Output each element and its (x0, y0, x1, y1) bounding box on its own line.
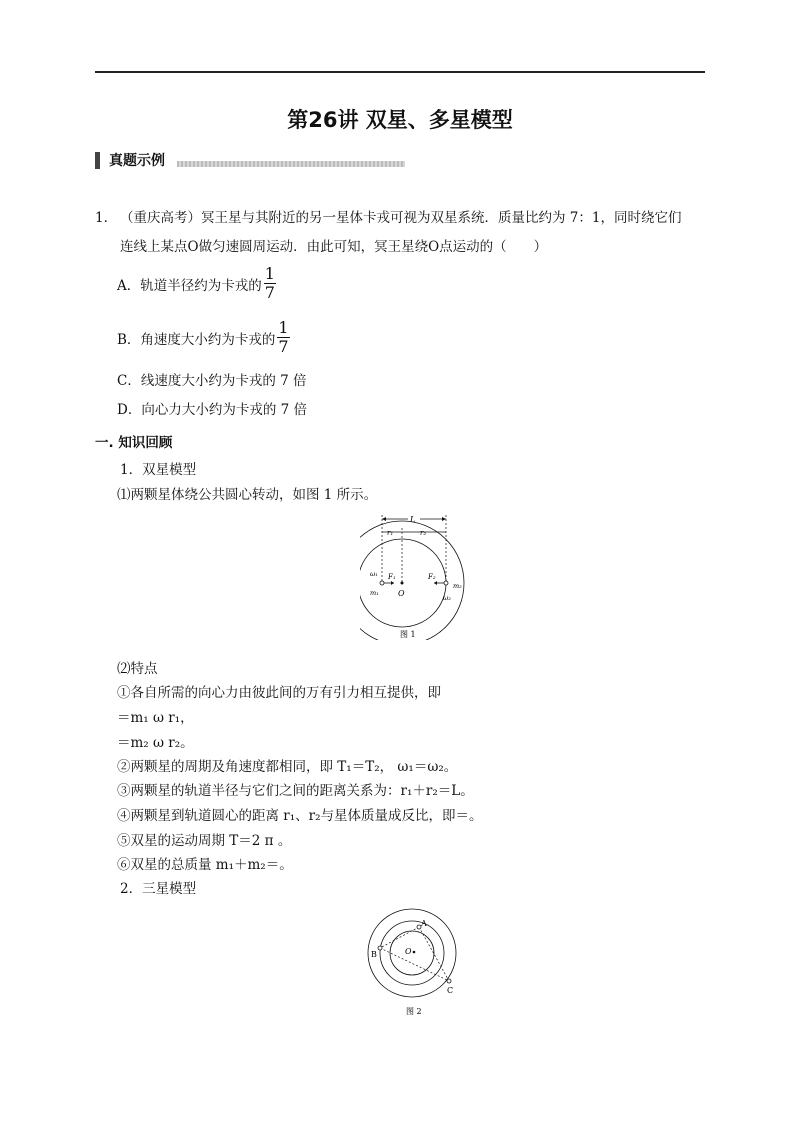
section-bar (95, 152, 100, 169)
option-b-fraction (277, 320, 289, 355)
label-omega2: ω₂ (443, 594, 451, 602)
option-d: D．向心力大小约为卡戎的 7 倍 (117, 402, 307, 418)
paragraph-fig1-intro: ⑴两颗星体绕公共圆心转动，如图 1 所示。 (117, 487, 378, 503)
page-title: 第26讲 双星、多星模型 (287, 108, 513, 132)
label-m1: m₁ (370, 589, 379, 597)
question-number: 1． (95, 210, 118, 226)
feature-item-4: ④两颗星到轨道圆心的距离 r₁、r₂与星体质量成反比，即＝。 (117, 808, 483, 824)
label-F1: F₁ (388, 573, 396, 581)
fraction-numerator: 1 (278, 318, 289, 337)
label-B: B (371, 950, 377, 959)
feature-item-6: ⑥双星的总质量 m₁＋m₂＝。 (117, 857, 293, 873)
subheading-triple-star: 2．三星模型 (120, 881, 197, 897)
option-a-fraction (264, 266, 276, 301)
label-omega1: ω₁ (370, 570, 378, 578)
subheading-binary-star: 1．双星模型 (120, 462, 197, 478)
feature-item-2: ②两颗星的周期及角速度都相同，即 T₁＝T₂， ω₁＝ω₂。 (117, 759, 458, 775)
feature-item-3: ③两颗星的轨道半径与它们之间的距离关系为：r₁＋r₂＝L。 (117, 783, 474, 799)
top-rule (95, 71, 705, 73)
section-heading-text: 真题示例 (109, 153, 165, 169)
section-underline (177, 161, 405, 167)
section-heading (95, 151, 405, 169)
label-F2: F₂ (428, 573, 436, 581)
label-C: C (447, 986, 454, 995)
label-A: A (421, 919, 427, 928)
figure-2-caption: 图 2 (406, 1007, 422, 1016)
paragraph-features: ⑵特点 (117, 661, 158, 677)
label-r2: r₂ (420, 529, 427, 537)
fraction-denominator: 7 (278, 337, 289, 356)
label-O: O (405, 947, 412, 956)
figure-2-triple-star (360, 905, 470, 1020)
label-O: O (398, 589, 405, 598)
label-L: L (410, 515, 416, 524)
question-line-1: （重庆高考）冥王星与其附近的另一星体卡戎可视为双星系统．质量比约为 7：1，同时绕它们 (120, 210, 682, 226)
figure-1-caption: 图 1 (400, 630, 416, 639)
option-a-text: A．轨道半径约为卡戎的 (117, 277, 262, 294)
feature-item-5: ⑤双星的运动周期 T＝2 π 。 (117, 833, 292, 849)
fraction-numerator: 1 (264, 264, 275, 283)
label-m2: m₂ (453, 582, 462, 590)
feature-item-1-eq2: ＝m₂ ω r₂。 (117, 735, 194, 751)
knowledge-heading: 一. 知识回顾 (95, 435, 173, 451)
figure-1-binary-star (360, 508, 470, 640)
fraction-denominator: 7 (264, 283, 275, 302)
label-r1: r₁ (387, 529, 394, 537)
option-b (117, 320, 290, 355)
feature-item-1-eq1: ＝m₁ ω r₁， (117, 710, 194, 726)
option-a (117, 266, 276, 301)
feature-item-1: ①各自所需的向心力由彼此间的万有引力相互提供，即 (117, 685, 441, 701)
option-b-text: B．角速度大小约为卡戎的 (117, 331, 276, 348)
question-line-2: 连线上某点O做匀速圆周运动．由此可知，冥王星绕O点运动的（ ） (120, 239, 548, 255)
option-c: C．线速度大小约为卡戎的 7 倍 (117, 373, 307, 389)
